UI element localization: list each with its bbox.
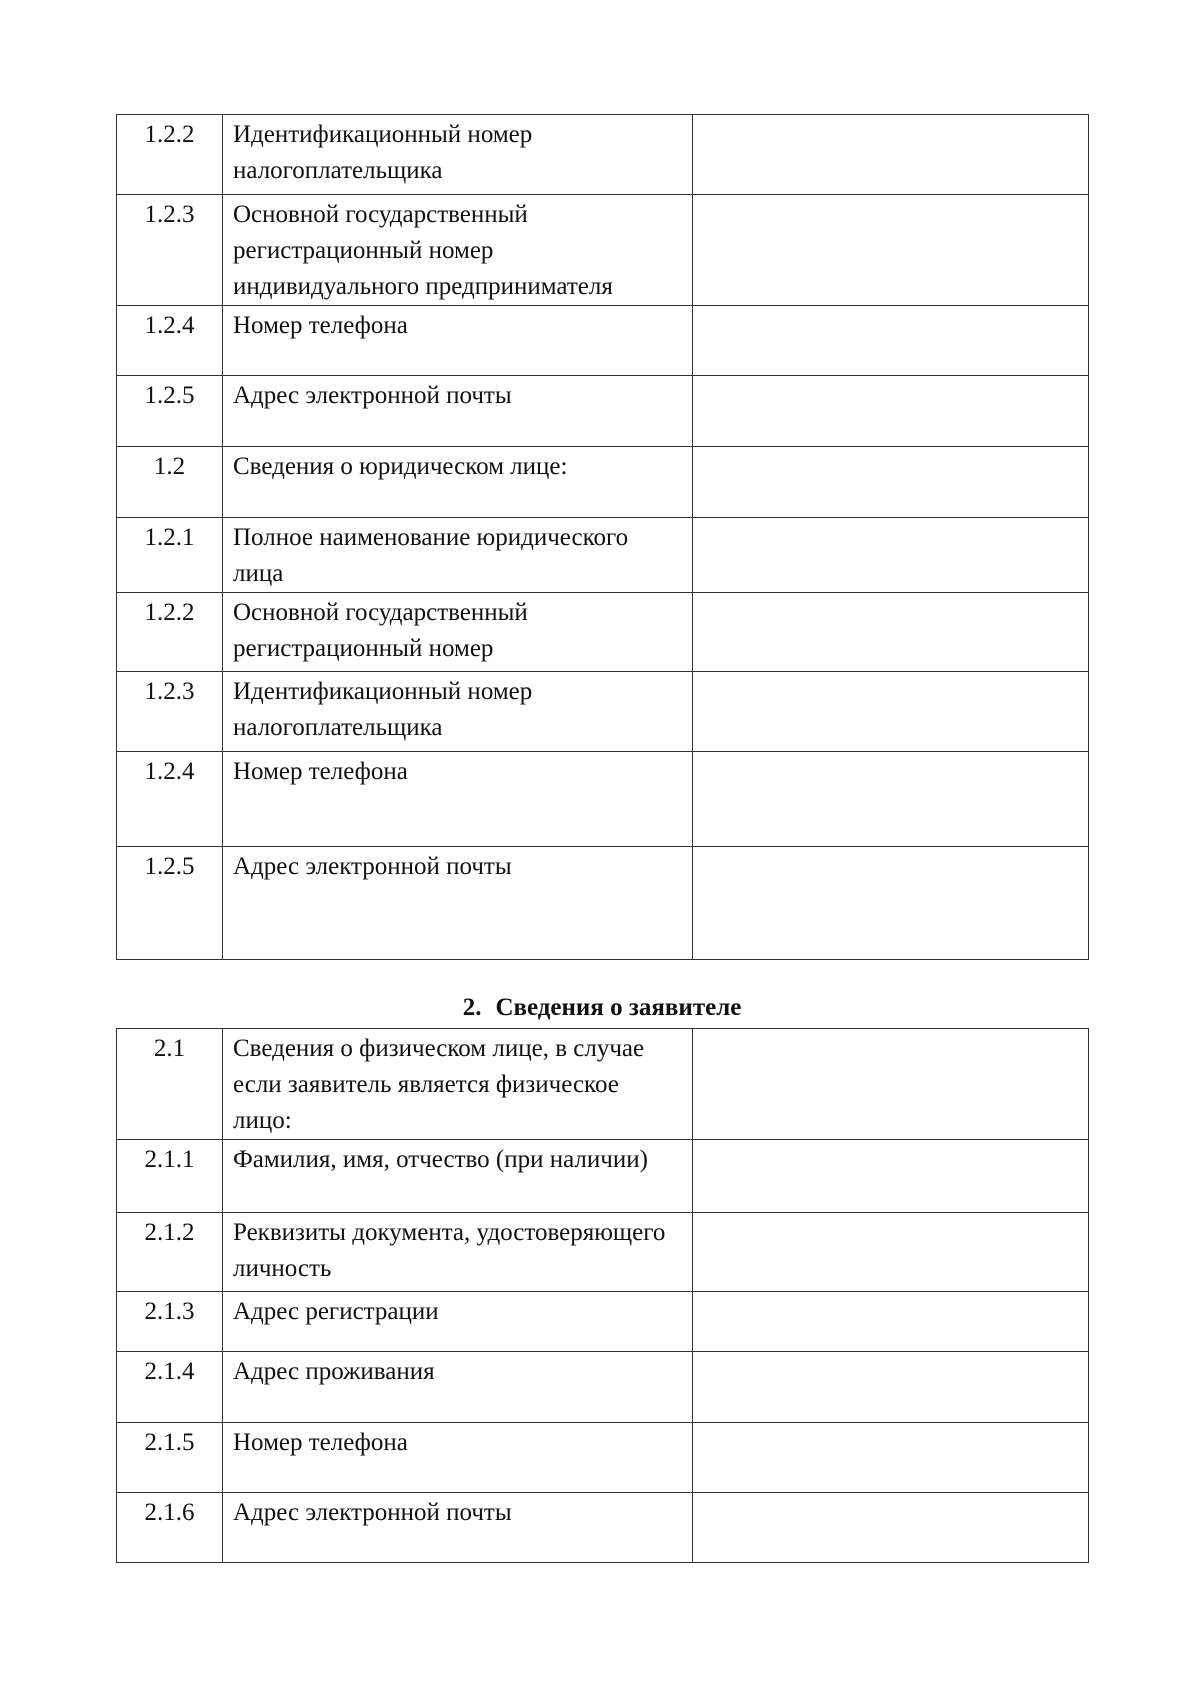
value-cell[interactable] bbox=[693, 752, 1089, 847]
row-label: Адрес регистрации bbox=[223, 1292, 693, 1352]
row-number: 1.2.1 bbox=[117, 518, 223, 593]
row-label: Идентификационный номер налогоплательщика bbox=[223, 115, 693, 195]
value-cell[interactable] bbox=[693, 447, 1089, 518]
table-row bbox=[117, 672, 1089, 752]
table-row bbox=[117, 1029, 1089, 1140]
row-number: 1.2 bbox=[117, 447, 223, 518]
row-number: 2.1.1 bbox=[117, 1140, 223, 1213]
section-title: Сведения о заявителе bbox=[495, 994, 742, 1021]
value-cell[interactable] bbox=[693, 306, 1089, 376]
row-label: Полное наименование юридического лица bbox=[223, 518, 693, 593]
row-label: Идентификационный номер налогоплательщика bbox=[223, 672, 693, 752]
applicant-details-table-2 bbox=[116, 1028, 1089, 1563]
section-number: 2. bbox=[462, 994, 482, 1021]
value-cell[interactable] bbox=[693, 1423, 1089, 1493]
row-number: 2.1.6 bbox=[117, 1493, 223, 1563]
table-row bbox=[117, 115, 1089, 195]
row-label: Номер телефона bbox=[223, 1423, 693, 1493]
row-label: Адрес электронной почты bbox=[223, 376, 693, 447]
value-cell[interactable] bbox=[693, 1213, 1089, 1292]
value-cell[interactable] bbox=[693, 672, 1089, 752]
value-cell[interactable] bbox=[693, 1352, 1089, 1423]
applicant-details-table-1 bbox=[116, 114, 1089, 960]
table-row bbox=[117, 518, 1089, 593]
value-cell[interactable] bbox=[693, 115, 1089, 195]
row-label: Сведения о физическом лице, в случае если заявитель является физическое лицо: bbox=[223, 1029, 693, 1140]
table-row bbox=[117, 1292, 1089, 1352]
row-label: Сведения о юридическом лице: bbox=[223, 447, 693, 518]
value-cell[interactable] bbox=[693, 593, 1089, 672]
row-label: Номер телефона bbox=[223, 752, 693, 847]
table-row bbox=[117, 1493, 1089, 1563]
value-cell[interactable] bbox=[693, 1292, 1089, 1352]
table-row bbox=[117, 447, 1089, 518]
row-number: 1.2.2 bbox=[117, 115, 223, 195]
row-number: 2.1.2 bbox=[117, 1213, 223, 1292]
value-cell[interactable] bbox=[693, 1029, 1089, 1140]
row-label: Фамилия, имя, отчество (при наличии) bbox=[223, 1140, 693, 1213]
table-row bbox=[117, 847, 1089, 960]
table-row bbox=[117, 1140, 1089, 1213]
value-cell[interactable] bbox=[693, 1140, 1089, 1213]
row-number: 2.1 bbox=[117, 1029, 223, 1140]
table-row bbox=[117, 1213, 1089, 1292]
value-cell[interactable] bbox=[693, 1493, 1089, 1563]
row-label: Адрес электронной почты bbox=[223, 1493, 693, 1563]
row-label: Основной государственный регистрационный номер bbox=[223, 593, 693, 672]
row-number: 1.2.2 bbox=[117, 593, 223, 672]
value-cell[interactable] bbox=[693, 518, 1089, 593]
table-row bbox=[117, 1352, 1089, 1423]
table-row bbox=[117, 752, 1089, 847]
section-heading bbox=[116, 990, 1088, 1026]
row-label: Адрес электронной почты bbox=[223, 847, 693, 960]
table-row bbox=[117, 593, 1089, 672]
row-number: 1.2.4 bbox=[117, 752, 223, 847]
row-number: 1.2.4 bbox=[117, 306, 223, 376]
value-cell[interactable] bbox=[693, 847, 1089, 960]
value-cell[interactable] bbox=[693, 195, 1089, 306]
row-label: Основной государственный регистрационный номер индивидуального предпринимателя bbox=[223, 195, 693, 306]
row-number: 1.2.3 bbox=[117, 672, 223, 752]
value-cell[interactable] bbox=[693, 376, 1089, 447]
row-number: 2.1.5 bbox=[117, 1423, 223, 1493]
row-number: 2.1.4 bbox=[117, 1352, 223, 1423]
table-row bbox=[117, 306, 1089, 376]
row-label: Адрес проживания bbox=[223, 1352, 693, 1423]
row-number: 2.1.3 bbox=[117, 1292, 223, 1352]
table-row bbox=[117, 376, 1089, 447]
row-label: Реквизиты документа, удостоверяющего личность bbox=[223, 1213, 693, 1292]
row-number: 1.2.5 bbox=[117, 376, 223, 447]
row-number: 1.2.5 bbox=[117, 847, 223, 960]
row-label: Номер телефона bbox=[223, 306, 693, 376]
table-row bbox=[117, 1423, 1089, 1493]
row-number: 1.2.3 bbox=[117, 195, 223, 306]
table-row bbox=[117, 195, 1089, 306]
